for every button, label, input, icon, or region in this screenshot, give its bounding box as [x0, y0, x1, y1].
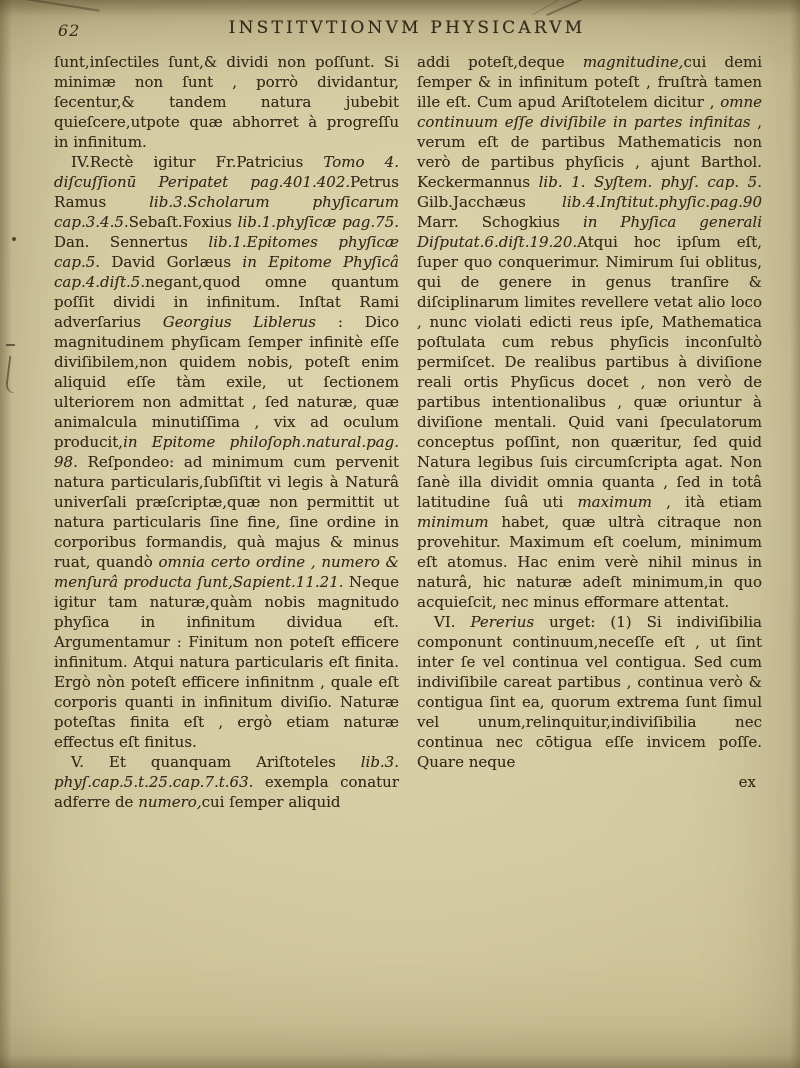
- text-segment: numero,: [138, 793, 202, 811]
- text-segment: Marr. Schogkius: [417, 213, 583, 231]
- text-segment: lib.3. phyſ.cap.5.t.25.cap.7.t.63.: [54, 753, 399, 791]
- text-segment: Tomo 4. diſcuſſionū Peripatet pag.401.402.: [54, 153, 399, 191]
- text-segment: lib.4.Inſtitut.phyſic.pag.90: [562, 193, 762, 211]
- right-column: [417, 52, 762, 812]
- text-segment: VI.: [434, 613, 471, 631]
- paragraph: [54, 752, 399, 812]
- text-segment: habet, quæ ultrà citraque non provehitur. Maximum eſt coelum, minimum eſt atomus. Hac enim verè nihil minus in naturâ, hic naturæ adeſt minimum,in quo acquieſcit, nec minus efformare attentat.: [417, 513, 762, 611]
- text-segment: cui demi ſemper & in infinitum poteſt , fruſtrà tamen ille eſt. Cum apud Ariſtotelem dicitur ,: [417, 53, 762, 111]
- paragraph: [417, 52, 762, 612]
- text-segment: cui ſemper aliquid: [201, 793, 341, 811]
- paragraph: [54, 52, 399, 152]
- text-segment: Sapient.11.21.: [232, 573, 344, 591]
- text-segment: ſunt,inſectiles ſunt,& dividi non poſſunt. Si minimæ non ſunt , porrò dividantur, ſecentur,& tandem natura jubebit quieſcere,utpote quæ abhorret à progreſſu in infinitum.: [54, 53, 399, 151]
- text-segment: urget: (1) Si indiviſibilia componunt continuum,neceſſe eſt , ut ſint inter ſe vel continua vel contigua. Sed cum indiviſibile careat partibus , continua verò & contigua ſint ea, quorum extrema ſunt ſimul vel unum,relinquitur,indiviſibilia nec continua nec cōtigua eſſe invicem poſſe. Quare neque: [417, 613, 763, 771]
- text-segment: in Phyſica generali Diſputat.6.diſt.19.20.: [417, 213, 762, 251]
- text-segment: addi poteſt,deque: [417, 53, 583, 71]
- running-title: INSTITVTIONVM PHYSICARVM: [228, 18, 586, 38]
- text-segment: Pererius: [470, 613, 535, 631]
- text-segment: lib.1.phyſicæ pag.75.: [237, 213, 400, 231]
- text-segment: Georgius Liblerus: [162, 313, 316, 331]
- text-segment: minimum: [417, 513, 489, 531]
- margin-mark-dash: [6, 344, 15, 346]
- crease-topleft: [26, 0, 99, 11]
- text-segment: lib. 1. Syſtem. phyſ. cap. 5.: [538, 173, 762, 191]
- text-segment: Atqui hoc ipſum eſt, ſuper quo conquerimur. Nimirum ſui oblitus, qui de genere in genus tranſire & diſciplinarum limites revellere vetat alio loco , nunc violati edicti reus ipſe, Mathematica poſtulata cum rebus phyſicis inconſultò permiſcet. De realibus partibus à diviſione reali ortis Phyſicus docet , non verò de partibus intentionalibus , quæ oriuntur à diviſione mentali. Quid vani ſpeculatorum conceptus poſſint, non quæritur, ſed quid Natura legibus ſuis circumſcripta agat. Non ſanè illa dividit omnia quanta , ſed in totâ latitudine ſuâ uti: [417, 233, 762, 511]
- left-column-paragraphs: [54, 52, 399, 812]
- page-header: [54, 18, 760, 44]
- text-segment: in Epitome Phyſicâ cap.4.diſt.5.: [54, 253, 399, 291]
- text-segment: : Dico magnitudinem phyſicam ſemper infinitè eſſe diviſibilem,non quidem nobis, poteſt enim aliquid eſſe tàm exile, ut ſectionem ulteriorem non admittat , ſed naturæ, quæ animalcula minutiſſima , vix ad oculum producit,: [54, 313, 399, 451]
- margin-mark-dot: [12, 237, 16, 241]
- left-edge-shadow: [0, 0, 12, 1068]
- right-column-paragraphs: [417, 52, 762, 772]
- paragraph: [417, 612, 762, 772]
- text-segment: Reſpondeo: ad minimum cum pervenit natura particularis,ſubſiſtit vi legis à Naturâ univerſali præſcriptæ,quæ non permittit ut natura particularis ſine fine, ſine ordine in corporibus formandis, quà majus & minus ruat, quandò: [54, 453, 399, 571]
- text-segment: magnitudine,: [582, 53, 684, 71]
- text-segment: Petrus Ramus: [54, 173, 399, 211]
- text-segment: negant,quod omne quantum poſſit dividi in infinitum. Inſtat Rami adverſarius: [54, 273, 399, 331]
- left-column: [54, 52, 399, 812]
- text-segment: David Gorlæus: [100, 253, 243, 271]
- top-edge-shadow: [0, 0, 800, 16]
- text-segment: V. Et quanquam Ariſtoteles: [71, 753, 361, 771]
- text-segment: IV.Rectè igitur Fr.Patricius: [71, 153, 324, 171]
- bottom-edge-shadow: [0, 1054, 800, 1068]
- text-segment: , ità etiam: [651, 493, 762, 511]
- text-columns: [54, 52, 762, 812]
- text-segment: Dan. Sennertus: [54, 233, 209, 251]
- text-segment: omnia certo ordine , numero & menſurâ producta ſunt,: [54, 553, 399, 591]
- text-segment: Neque igitur tam naturæ,quàm nobis magnitudo phyſica in infinitum dividua eſt. Argumentamur : Finitum non poteſt efficere infinitum. Atqui natura particularis eſt finita. Ergò nòn poteſt efficere infinitnm , quale eſt corporis quanti in infinitum diviſio. Naturæ poteſtas finita eſt , ergò etiam naturæ effectus eſt finitus.: [54, 573, 399, 751]
- text-segment: lib.3.Scholarum phyſicarum cap.3.4.5.: [54, 193, 399, 231]
- text-segment: in Epitome philoſoph.natural.pag. 98.: [54, 433, 399, 471]
- text-segment: Gilb.Jacchæus: [417, 193, 563, 211]
- text-segment: , verum eſt de partibus Mathematicis non verò de partibus phyſicis , ajunt Barthol. Keckermannus: [417, 113, 762, 191]
- paragraph: [54, 152, 399, 752]
- text-segment: exempla conatur adferre de: [54, 773, 399, 811]
- catchword: ex: [738, 773, 756, 791]
- text-segment: lib.1.Epitomes phyſicæ cap.5.: [54, 233, 399, 271]
- margin-mark-curve: [5, 356, 18, 394]
- text-segment: maximum: [577, 493, 652, 511]
- text-segment: omne continuum eſſe diviſibile in partes infinitas: [417, 93, 762, 131]
- text-segment: Sebaſt.Foxius: [128, 213, 238, 231]
- page-number: 62: [58, 21, 81, 40]
- right-edge-shadow: [790, 0, 800, 1068]
